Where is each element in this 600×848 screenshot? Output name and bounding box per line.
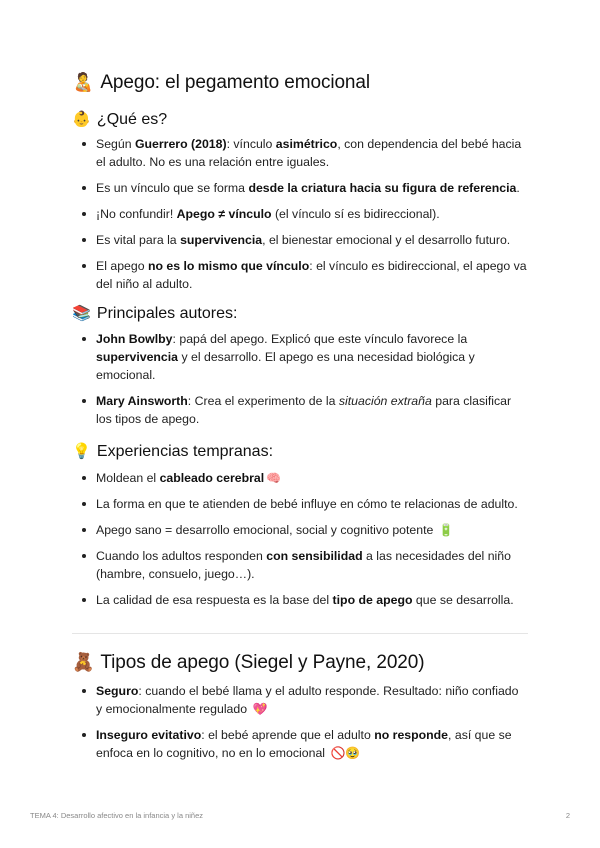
bold-text: supervivencia	[96, 350, 179, 364]
battery-emoji-icon: 🔋	[438, 523, 454, 537]
bold-text: asimétrico	[275, 137, 338, 151]
text: , así que se enfoca en lo cognitivo, no en lo emocional	[96, 728, 512, 760]
text: : papá del apego. Explicó que este vínculo favorece la	[172, 332, 468, 346]
bold-text: Apego ≠ vínculo	[176, 207, 272, 221]
text: La calidad de esa respuesta es la base del	[96, 593, 333, 607]
list-item	[72, 521, 528, 539]
no-entry-emoji-icon: 🚫🥹	[330, 746, 361, 760]
text: La forma en que te atienden de bebé influye en cómo te relacionas de adulto.	[96, 497, 518, 511]
baby-face-emoji-icon: 👶	[72, 111, 91, 128]
section-title-tipos	[72, 652, 424, 674]
subheading-text: ¿Qué es?	[96, 111, 168, 128]
light-bulb-emoji-icon: 💡	[72, 443, 91, 460]
text: y el desarrollo. El apego es una necesidad biológica y emocional.	[96, 350, 475, 382]
tipos-list	[72, 682, 528, 762]
text: a las necesidades del niño (hambre, consuelo, juego…).	[96, 549, 511, 581]
text: , con dependencia del bebé hacia el adulto. No es una relación entre iguales.	[96, 137, 522, 169]
subheading-experiencias	[72, 442, 273, 461]
text: , el bienestar emocional y el desarrollo futuro.	[262, 233, 511, 247]
bold-text: tipo de apego	[332, 593, 413, 607]
subheading-que-es	[72, 110, 167, 129]
text: Apego sano = desarrollo emocional, social y cognitivo potente	[96, 523, 434, 537]
list-item	[72, 469, 528, 487]
section-title-apego	[72, 72, 370, 94]
subheading-text: Experiencias tempranas:	[96, 443, 274, 460]
heart-emoji-icon: 💖	[252, 702, 268, 716]
text: Moldean el	[96, 471, 160, 485]
list-item	[72, 231, 528, 249]
brain-emoji-icon: 🧠	[266, 471, 282, 485]
bold-text: Guerrero (2018)	[134, 137, 227, 151]
text: : el vínculo es bidireccional, el apego va del niño al adulto.	[96, 259, 527, 291]
list-item	[72, 330, 528, 384]
page-number: 2	[565, 811, 570, 820]
text: : vínculo	[226, 137, 276, 151]
bold-text: con sensibilidad	[266, 549, 363, 563]
bold-text: desde la criatura hacia su figura de referencia	[248, 181, 517, 195]
text: : cuando el bebé llama y el adulto responde. Resultado: niño confiado y emocionalmente regulado	[96, 684, 519, 716]
autores-list	[72, 330, 528, 428]
bold-text: no es lo mismo que vínculo	[147, 259, 310, 273]
text: Cuando los adultos responden	[96, 549, 267, 563]
list-item	[72, 591, 528, 609]
subheading-text: Principales autores:	[96, 305, 238, 322]
subheading-autores	[72, 304, 237, 323]
list-item	[72, 205, 528, 223]
text: para clasificar los tipos de apego.	[96, 394, 512, 426]
list-item	[72, 392, 528, 428]
list-item	[72, 179, 528, 197]
text: Es un vínculo que se forma	[96, 181, 249, 195]
text: Según	[96, 137, 135, 151]
footer-title: TEMA 4: Desarrollo afectivo en la infancia y la niñez	[30, 811, 204, 820]
italic-text: situación extraña	[338, 394, 432, 408]
bold-text: Mary Ainsworth	[96, 394, 188, 408]
bold-text: cableado cerebral	[159, 471, 265, 485]
list-item	[72, 682, 528, 718]
text: .	[516, 181, 520, 195]
teddy-bear-emoji-icon: 🧸	[72, 652, 95, 672]
list-item	[72, 726, 528, 762]
text: (el vínculo sí es bidireccional).	[271, 207, 440, 221]
bold-text: supervivencia	[180, 233, 263, 247]
books-emoji-icon: 📚	[72, 305, 91, 322]
que-es-list	[72, 135, 528, 293]
text: Es vital para la	[96, 233, 181, 247]
text: ¡No confundir!	[96, 207, 177, 221]
person-with-baby-emoji-icon: 🧑‍🍼	[72, 72, 95, 92]
list-item	[72, 257, 528, 293]
list-item	[72, 547, 528, 583]
text: que se desarrolla.	[412, 593, 514, 607]
text: : Crea el experimento de la	[187, 394, 339, 408]
bold-text: no responde	[374, 728, 449, 742]
section-title-text: Tipos de apego (Siegel y Payne, 2020)	[100, 652, 425, 673]
bold-text: Inseguro evitativo	[96, 728, 202, 742]
bold-text: Seguro	[96, 684, 139, 698]
list-item	[72, 135, 528, 171]
text: : el bebé aprende que el adulto	[201, 728, 375, 742]
bold-text: John Bowlby	[96, 332, 173, 346]
text: El apego	[96, 259, 148, 273]
list-item	[72, 495, 528, 513]
section-divider	[72, 633, 528, 634]
experiencias-list	[72, 469, 528, 609]
section-title-text: Apego: el pegamento emocional	[100, 72, 370, 93]
